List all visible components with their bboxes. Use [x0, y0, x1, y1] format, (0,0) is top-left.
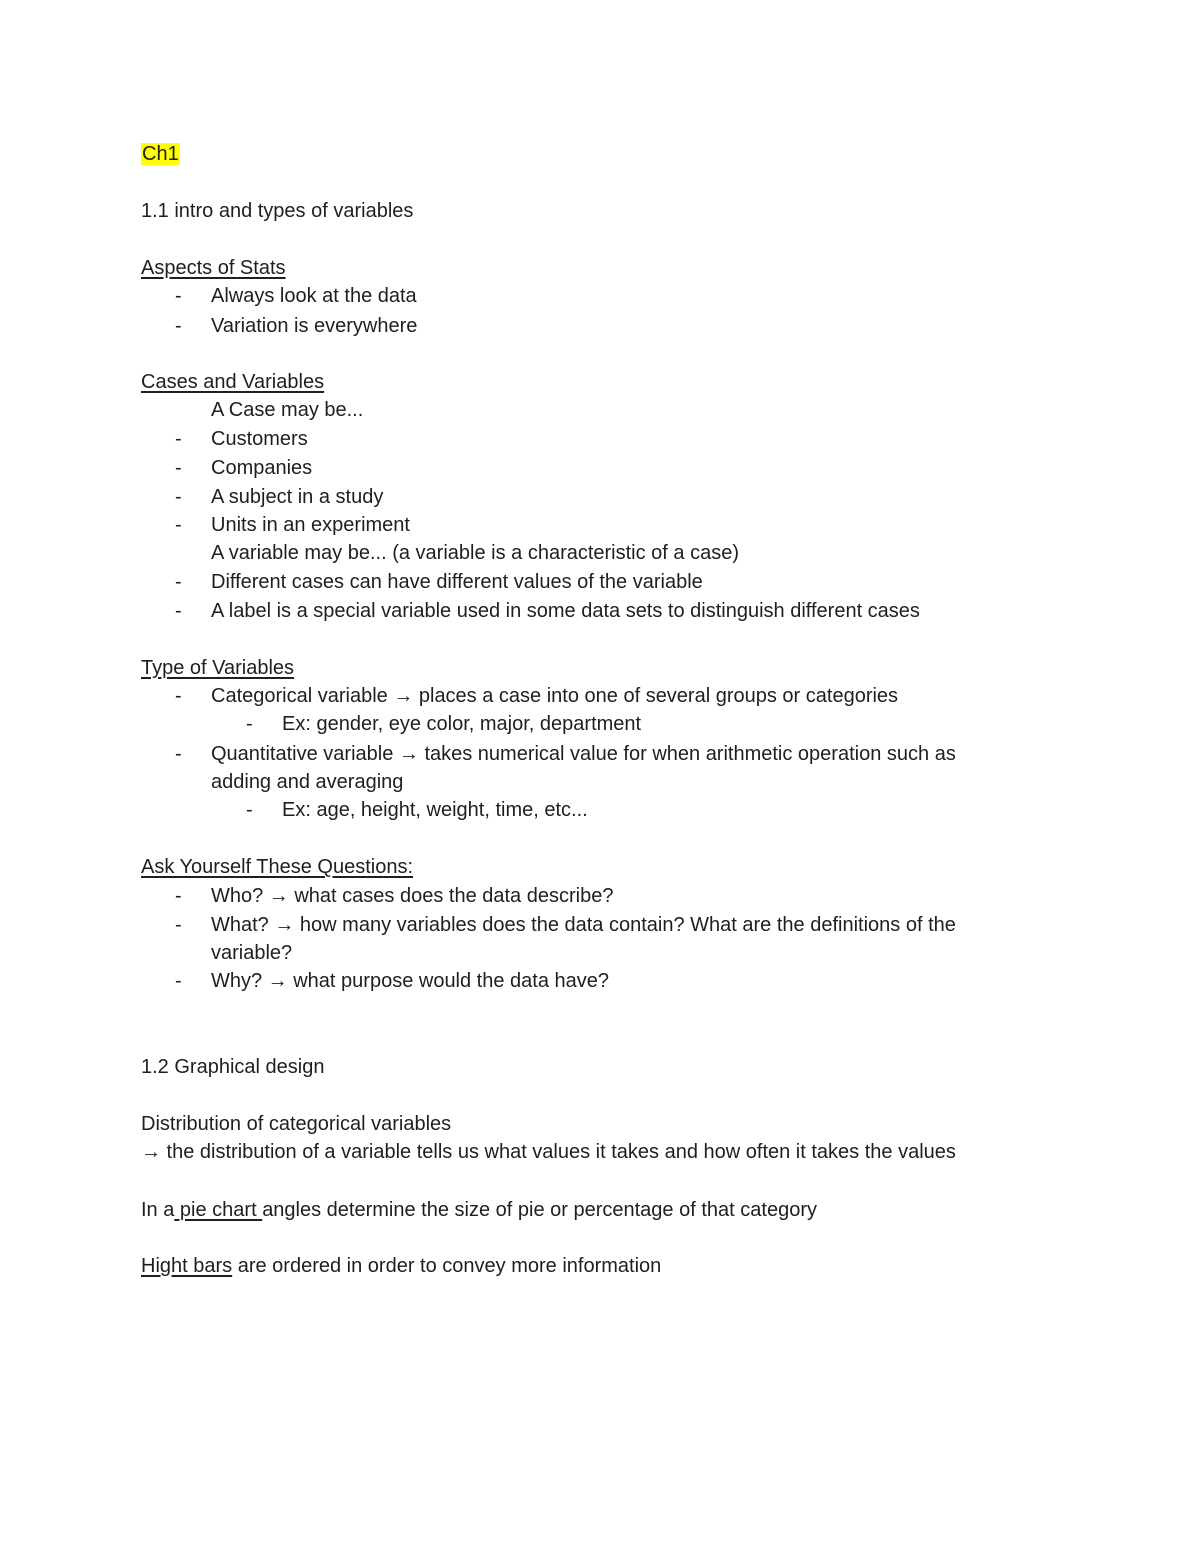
bullet-dash: - — [175, 514, 182, 536]
bullet-dash: - — [175, 315, 182, 337]
distribution-text: → the distribution of a variable tells us what values it takes and how often it takes the values — [141, 1141, 956, 1163]
sub-list-item: Ex: age, height, weight, time, etc... — [282, 799, 588, 821]
distribution-heading: Distribution of categorical variables — [141, 1113, 452, 1135]
list-item: What? → how many variables does the data contain? What are the definitions of the — [211, 914, 956, 936]
types-heading: Type of Variables — [141, 657, 295, 679]
bullet-dash: - — [175, 914, 182, 936]
questions-heading: Ask Yourself These Questions: — [141, 856, 414, 878]
pie-suffix: angles determine the size of pie or percentage of that category — [262, 1199, 817, 1221]
chapter-title — [141, 141, 180, 167]
list-item: Categorical variable → places a case into one of several groups or categories — [211, 685, 899, 707]
bullet-dash: - — [175, 285, 182, 307]
hight-bars-term: Hight bars — [141, 1255, 233, 1277]
list-item: A label is a special variable used in some data sets to distinguish different cases — [211, 600, 920, 622]
aspects-heading: Aspects of Stats — [141, 257, 286, 279]
pie-chart-term: pie chart — [174, 1199, 263, 1221]
list-item: Units in an experiment — [211, 514, 410, 536]
list-item: Customers — [211, 428, 308, 450]
bars-paragraph — [141, 1253, 661, 1279]
bullet-dash: - — [175, 486, 182, 508]
section-1-1-title: 1.1 intro and types of variables — [141, 200, 414, 222]
bullet-dash: - — [175, 428, 182, 450]
bullet-dash: - — [175, 970, 182, 992]
sub-bullet-dash: - — [246, 713, 253, 735]
bullet-dash: - — [175, 743, 182, 765]
chapter-highlight: Ch1 — [142, 143, 179, 165]
bars-suffix: are ordered in order to convey more information — [232, 1255, 662, 1277]
bullet-dash: - — [175, 600, 182, 622]
bullet-dash: - — [175, 685, 182, 707]
bullet-dash: - — [175, 571, 182, 593]
list-item: Quantitative variable → takes numerical value for when arithmetic operation such as — [211, 743, 956, 765]
bullet-dash: - — [175, 885, 182, 907]
bullet-dash: - — [175, 457, 182, 479]
pie-prefix: In a — [141, 1199, 175, 1221]
pie-chart-paragraph — [141, 1197, 817, 1223]
list-item: A subject in a study — [211, 486, 384, 508]
list-item-continued: adding and averaging — [211, 771, 404, 793]
list-item-continued: variable? — [211, 942, 293, 964]
list-item: Different cases can have different values of the variable — [211, 571, 703, 593]
sub-bullet-dash: - — [246, 799, 253, 821]
case-intro: A Case may be... — [211, 399, 364, 421]
list-item: Who? → what cases does the data describe? — [211, 885, 614, 907]
list-item: Always look at the data — [211, 285, 417, 307]
list-item: Variation is everywhere — [211, 315, 418, 337]
variable-intro: A variable may be... (a variable is a characteristic of a case) — [211, 542, 740, 564]
list-item: Companies — [211, 457, 313, 479]
list-item: Why? → what purpose would the data have? — [211, 970, 610, 992]
cases-heading: Cases and Variables — [141, 371, 325, 393]
section-1-2-title: 1.2 Graphical design — [141, 1056, 325, 1078]
sub-list-item: Ex: gender, eye color, major, department — [282, 713, 642, 735]
